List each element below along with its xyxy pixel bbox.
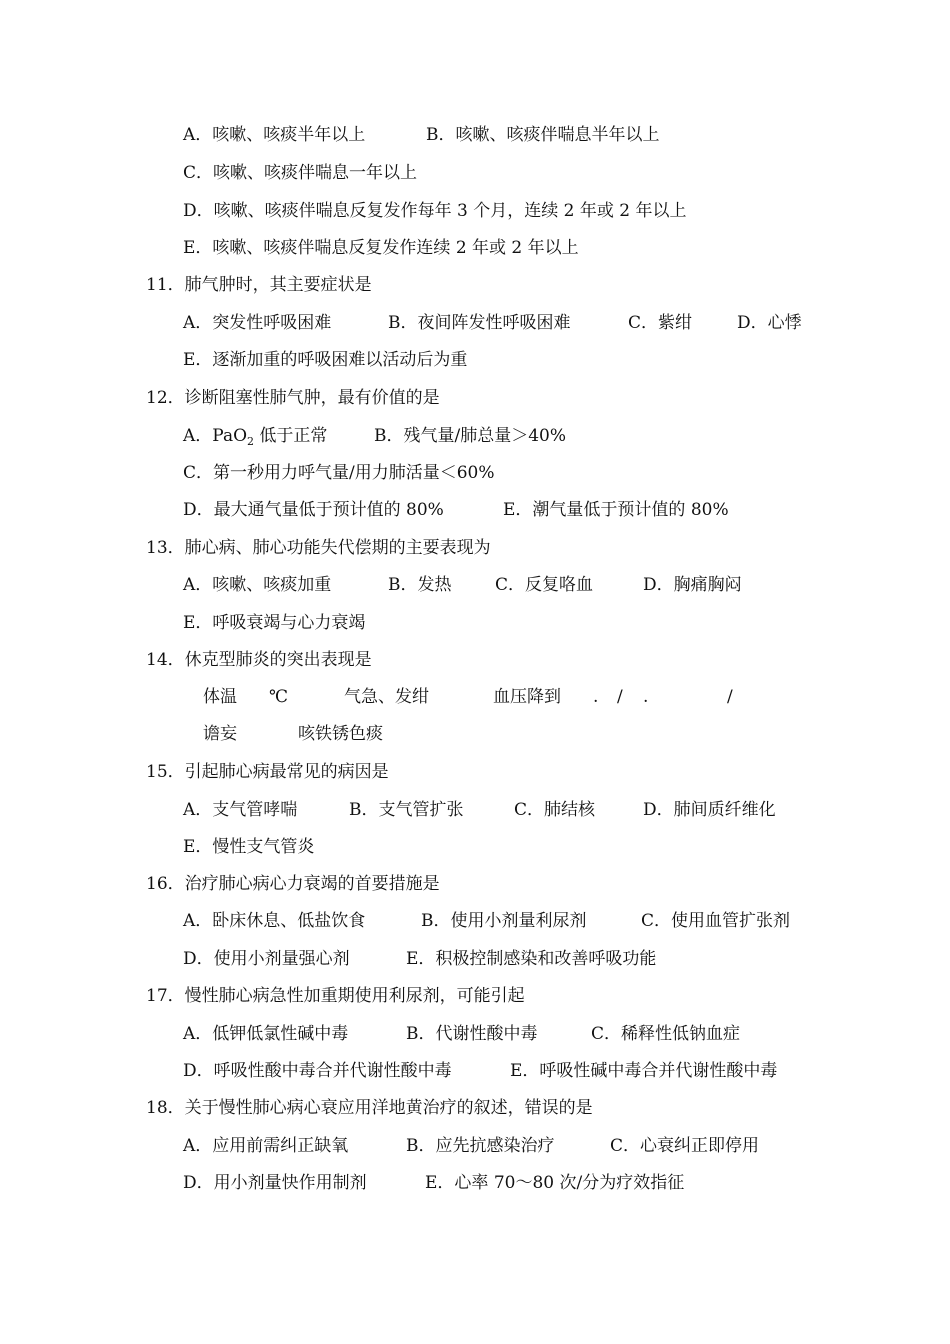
- q13-option-b: B．发热: [388, 575, 452, 595]
- q11-option-c: C．紫绀: [628, 313, 693, 333]
- q16-option-c: C．使用血管扩张剂: [641, 911, 791, 931]
- q10-option-c: C．咳嗽、咳痰伴喘息一年以上: [183, 163, 418, 183]
- q14-item-blood-pressure: 血压降到: [493, 687, 561, 707]
- q12-stem: 12．诊断阻塞性肺气肿，最有价值的是: [146, 388, 440, 408]
- q17-option-e: E．呼吸性碱中毒合并代谢性酸中毒: [510, 1061, 778, 1081]
- q13-stem: 13．肺心病、肺心功能失代偿期的主要表现为: [146, 538, 491, 558]
- q13-option-e: E．呼吸衰竭与心力衰竭: [183, 613, 366, 633]
- q14-item-dyspnea-cyanosis: 气急、发绀: [344, 687, 429, 707]
- q15-option-e: E．慢性支气管炎: [183, 837, 315, 857]
- q15-stem: 15．引起肺心病最常见的病因是: [146, 762, 389, 782]
- q11-option-a: A．突发性呼吸困难: [183, 313, 332, 333]
- q10-option-b: B．咳嗽、咳痰伴喘息半年以上: [426, 125, 660, 145]
- q16-option-a: A．卧床休息、低盐饮食: [183, 911, 366, 931]
- q14-dot-2: .: [643, 687, 649, 707]
- q18-option-a: A．应用前需纠正缺氧: [183, 1136, 349, 1156]
- q13-option-d: D．胸痛胸闷: [643, 575, 742, 595]
- q18-option-c: C．心衰纠正即停用: [610, 1136, 760, 1156]
- q12-option-a: [183, 424, 327, 448]
- q10-option-a: A．咳嗽、咳痰半年以上: [183, 125, 366, 145]
- q18-option-e: E．心率 70～80 次/分为疗效指征: [425, 1173, 685, 1193]
- q11-option-e: E．逐渐加重的呼吸困难以活动后为重: [183, 350, 468, 370]
- q14-item-rusty-sputum: 咳铁锈色痰: [298, 724, 383, 744]
- q17-option-d: D．呼吸性酸中毒合并代谢性酸中毒: [183, 1061, 452, 1081]
- q12-option-b: B．残气量/肺总量＞40%: [374, 426, 567, 446]
- q12-option-e: E．潮气量低于预计值的 80%: [503, 500, 729, 520]
- q14-stem: 14．休克型肺炎的突出表现是: [146, 650, 372, 670]
- q14-slash-1: /: [617, 687, 623, 707]
- q10-option-d: D．咳嗽、咳痰伴喘息反复发作每年 3 个月，连续 2 年或 2 年以上: [183, 201, 687, 221]
- q16-stem: 16．治疗肺心病心力衰竭的首要措施是: [146, 874, 440, 894]
- q15-option-a: A．支气管哮喘: [183, 800, 298, 820]
- q14-dot-1: .: [593, 687, 599, 707]
- q12-option-a-prefix: A．PaO: [183, 426, 248, 446]
- q15-option-c: C．肺结核: [514, 800, 596, 820]
- q17-option-b: B．代谢性酸中毒: [406, 1024, 538, 1044]
- q17-option-c: C．稀释性低钠血症: [591, 1024, 741, 1044]
- q14-item-delirium: 谵妄: [203, 724, 237, 744]
- q15-option-d: D．肺间质纤维化: [643, 800, 776, 820]
- q13-option-c: C．反复咯血: [495, 575, 594, 595]
- q12-option-c: C．第一秒用力呼气量/用力肺活量＜60%: [183, 463, 495, 483]
- q13-option-a: A．咳嗽、咳痰加重: [183, 575, 332, 595]
- q14-item-body-temperature: 体温: [203, 687, 237, 707]
- q11-stem: 11．肺气肿时，其主要症状是: [146, 275, 372, 295]
- q11-option-b: B．夜间阵发性呼吸困难: [388, 313, 571, 333]
- q15-option-b: B．支气管扩张: [349, 800, 464, 820]
- q12-option-d: D．最大通气量低于预计值的 80%: [183, 500, 444, 520]
- q18-stem: 18．关于慢性肺心病心衰应用洋地黄治疗的叙述，错误的是: [146, 1098, 593, 1118]
- q18-option-b: B．应先抗感染治疗: [406, 1136, 555, 1156]
- q14-slash-2: /: [727, 687, 733, 707]
- q16-option-b: B．使用小剂量利尿剂: [421, 911, 587, 931]
- q12-option-a-subscript: 2: [247, 435, 255, 448]
- q14-celsius-symbol: ℃: [269, 687, 289, 707]
- q10-option-e: E．咳嗽、咳痰伴喘息反复发作连续 2 年或 2 年以上: [183, 238, 579, 258]
- q17-option-a: A．低钾低氯性碱中毒: [183, 1024, 349, 1044]
- q16-option-d: D．使用小剂量强心剂: [183, 949, 350, 969]
- q17-stem: 17．慢性肺心病急性加重期使用利尿剂，可能引起: [146, 986, 525, 1006]
- q18-option-d: D．用小剂量快作用制剂: [183, 1173, 367, 1193]
- q11-option-d: D．心悸: [737, 313, 802, 333]
- q16-option-e: E．积极控制感染和改善呼吸功能: [406, 949, 657, 969]
- q12-option-a-suffix: 低于正常: [254, 426, 328, 446]
